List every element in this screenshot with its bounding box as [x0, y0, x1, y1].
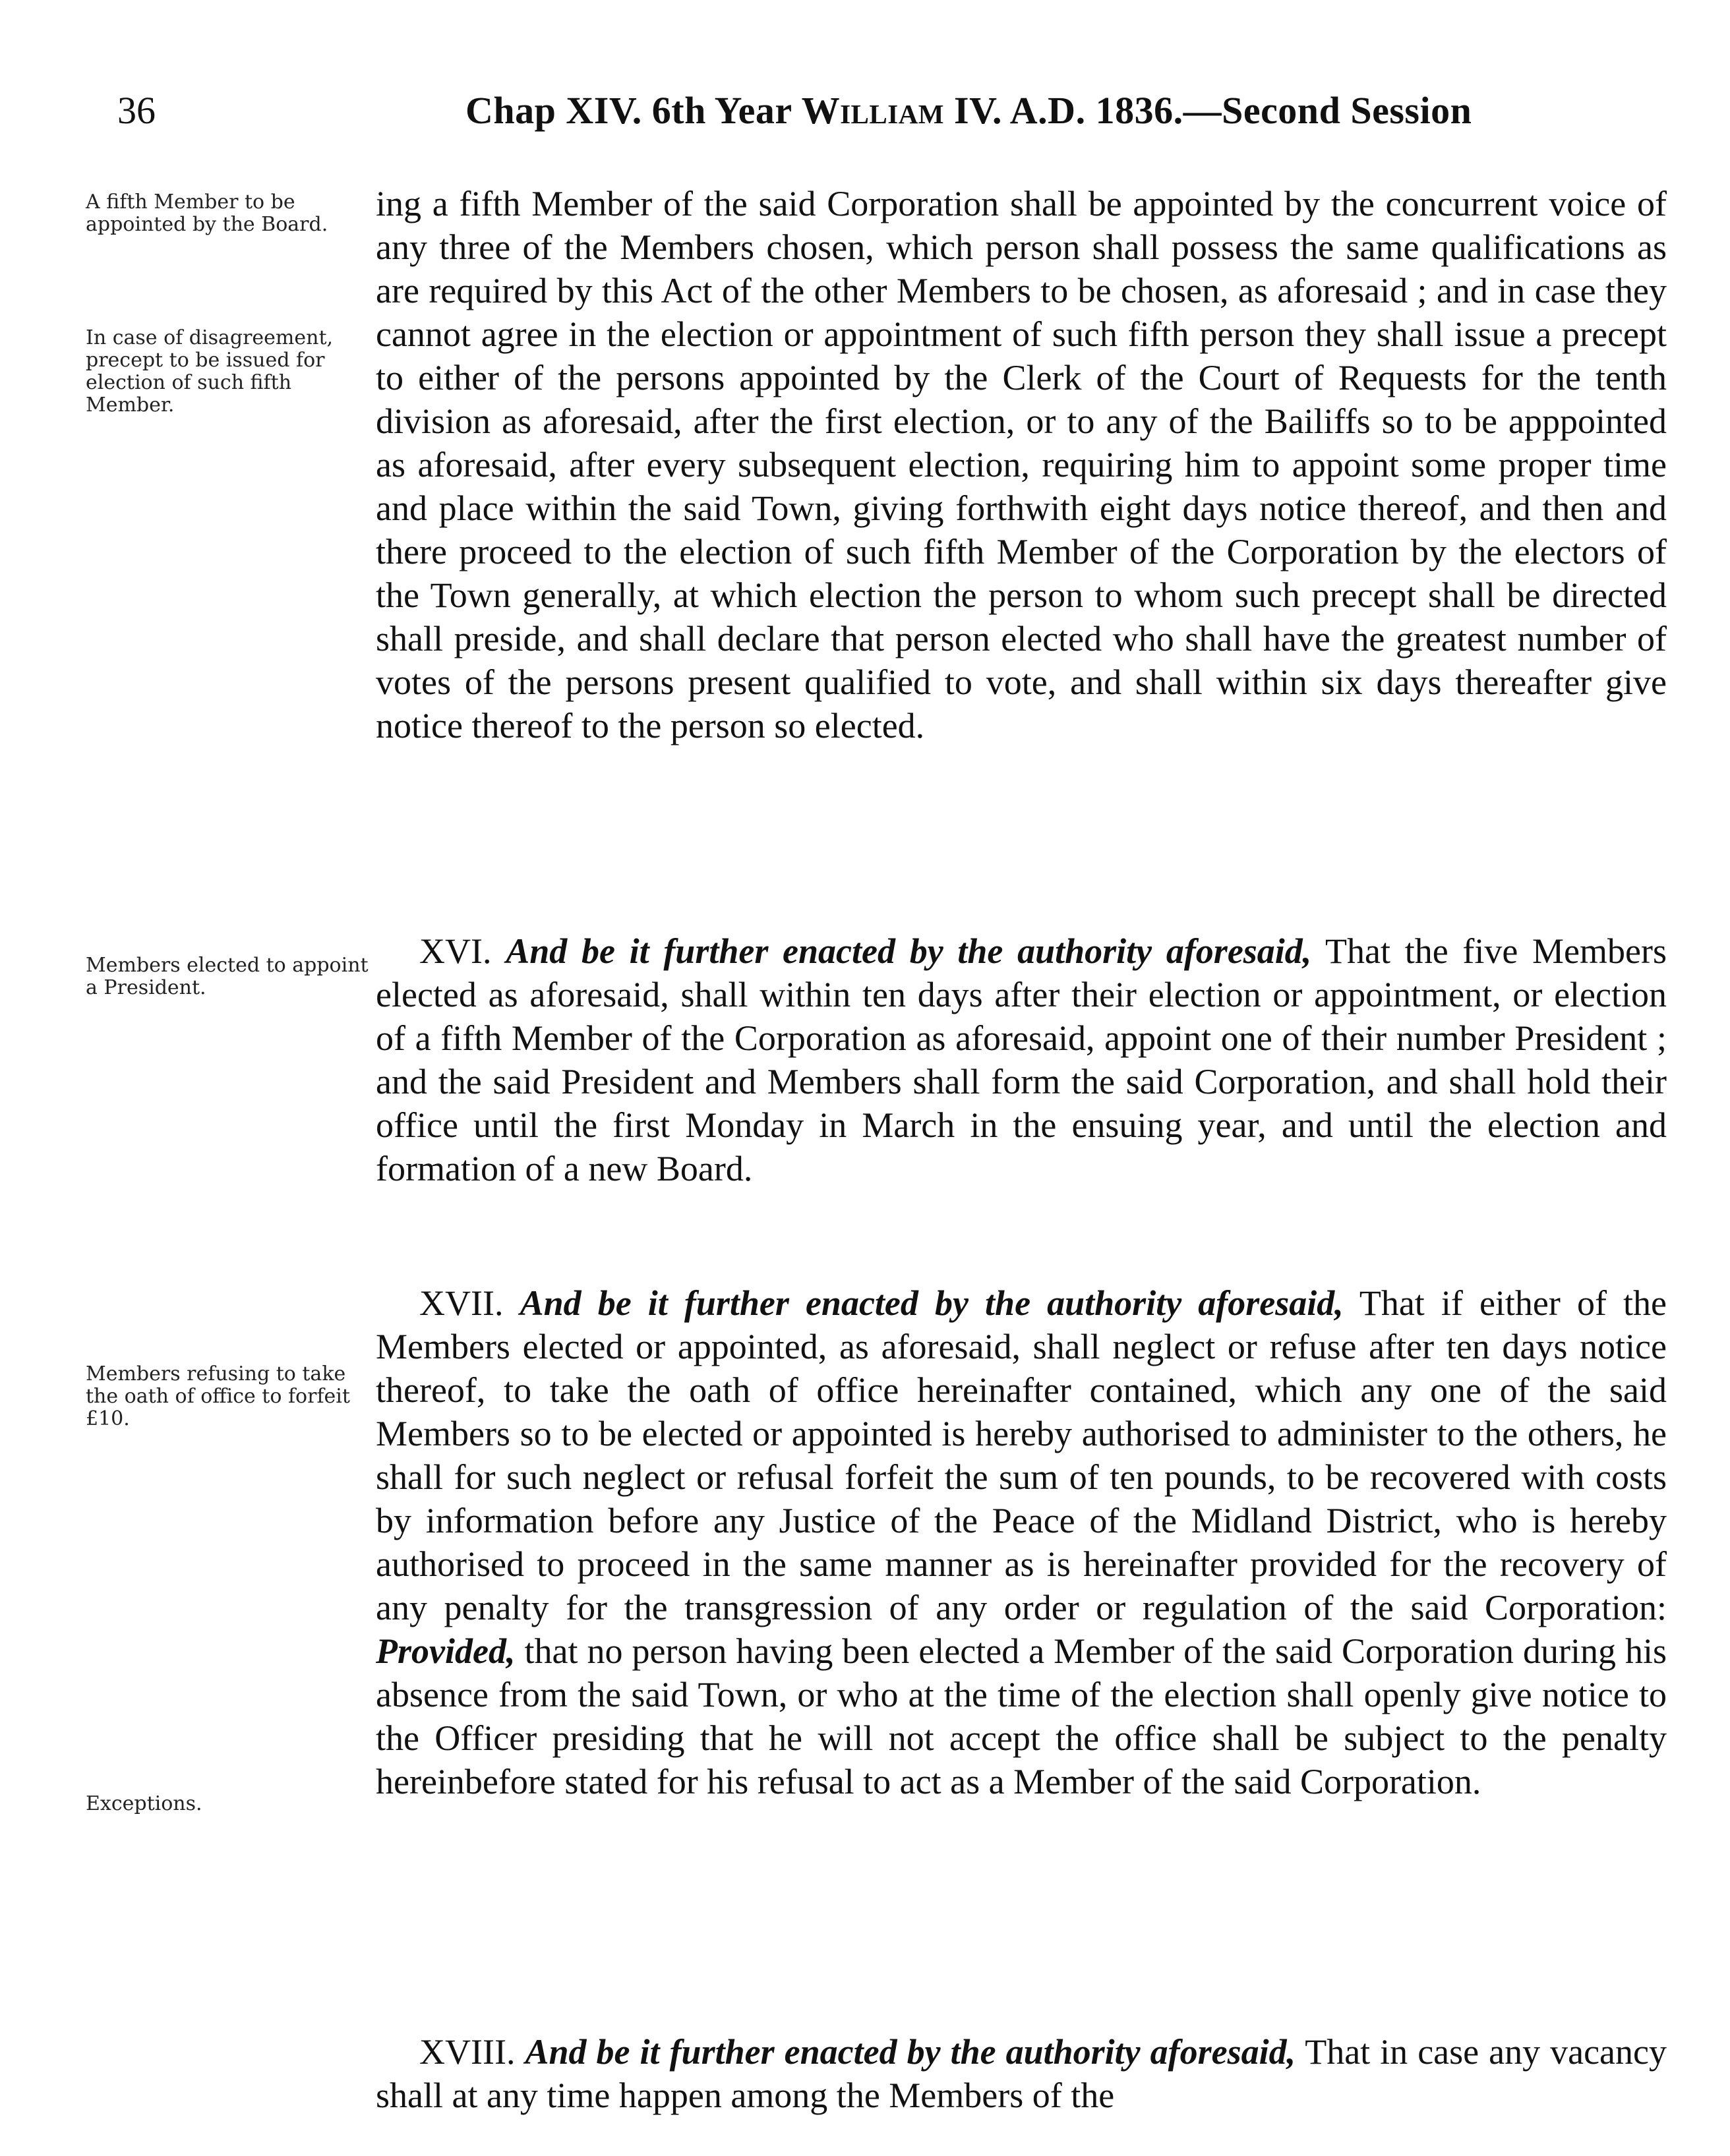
proviso-word: Provided,	[376, 1631, 516, 1671]
body-paragraph-continuation	[376, 182, 1667, 747]
page-number: 36	[117, 89, 156, 132]
running-title	[465, 84, 1472, 137]
running-header	[117, 84, 1621, 144]
margin-note-refusing-oath: Members refusing to take the oath of office to forfeit £10.	[86, 1362, 350, 1430]
enacting-clause: And be it further enacted by the authority aforesaid,	[520, 1283, 1344, 1323]
running-title-chap: Chap XIV. 6th Year	[465, 89, 802, 132]
section-xvi-paragraph	[376, 929, 1667, 1190]
margin-note-exceptions: Exceptions.	[86, 1792, 202, 1815]
section-text: That the five Members elected as aforesaid, shall within ten days after their election or appointment, or election of a fifth Member of the Corporation as aforesaid, appoint one of their number President ; and the said President and Members shall form the said Corporation, and shall hold their office until the first Monday in March in the ensuing year, and until the election and formation of a new Board.	[376, 931, 1667, 1188]
section-xvi	[376, 929, 1667, 1190]
margin-note-president: Members elected to appoint a President.	[86, 954, 369, 999]
margin-note-fifth-member: A fifth Member to be appointed by the Board.	[86, 190, 328, 236]
section-xvii	[376, 1281, 1667, 1803]
running-title-king: William	[801, 89, 945, 132]
proviso-text: that no person having been elected a Member of the said Corporation during his absence from the said Town, or who at the time of the election shall openly give notice to the Officer presiding that he will not accept the office shall be subject to the penalty hereinbefore stated for his refusal to act as a Member of the said Corporation.	[376, 1631, 1667, 1801]
section-xvii-paragraph	[376, 1281, 1667, 1803]
section-number: XVII.	[419, 1283, 504, 1323]
section-number: XVIII.	[419, 2032, 516, 2072]
margin-note-disagreement: In case of disagreement, precept to be issued for election of such fifth Member.	[86, 326, 334, 417]
paragraph-text: ing a fifth Member of the said Corporation shall be appointed by the concurrent voice of any three of the Members chosen, which person shall possess the same qualifications as are required by this Act of the other Members to be chosen, as aforesaid ; and in case they cannot agree in the election or appointment of such fifth person they shall issue a precept to either of the persons appointed by the Clerk of the Court of Requests for the tenth division as aforesaid, after the first election, or to any of the Bailiffs so to be apppointed as aforesaid, after every subsequent election, requiring him to appoint some proper time and place within the said Town, giving forthwith eight days notice thereof, and then and there proceed to the election of such fifth Member of the Corporation by the electors of the Town generally, at which election the person to whom such precept shall be directed shall preside, and shall declare that person elected who shall have the greatest number of votes of the persons present qualified to vote, and shall within six days thereafter give notice thereof to the person so elected.	[376, 184, 1667, 745]
section-text: That in case any vacancy shall at any time happen among the Members of the	[376, 2032, 1667, 2115]
section-xviii-paragraph	[376, 2030, 1667, 2117]
enacting-clause: And be it further enacted by the authority aforesaid,	[525, 2032, 1296, 2072]
section-text: That if either of the Members elected or appointed, as aforesaid, shall neglect or refuse after ten days notice thereof, to take the oath of office hereinafter contained, which any one of the said Members so to be elected or appointed is hereby authorised to administer to the others, he shall for such neglect or refusal forfeit the sum of ten pounds, to be recovered with costs by information before any Justice of the Peace of the Midland District, who is hereby authorised to proceed in the same manner as is hereinafter provided for the recovery of any penalty for the transgression of any order or regulation of the said Corporation:	[376, 1283, 1667, 1627]
enacting-clause: And be it further enacted by the authority aforesaid,	[506, 931, 1312, 971]
section-xviii	[376, 2030, 1667, 2117]
section-number: XVI.	[419, 931, 492, 971]
running-title-rest: IV. A.D. 1836.—Second Session	[944, 89, 1472, 132]
